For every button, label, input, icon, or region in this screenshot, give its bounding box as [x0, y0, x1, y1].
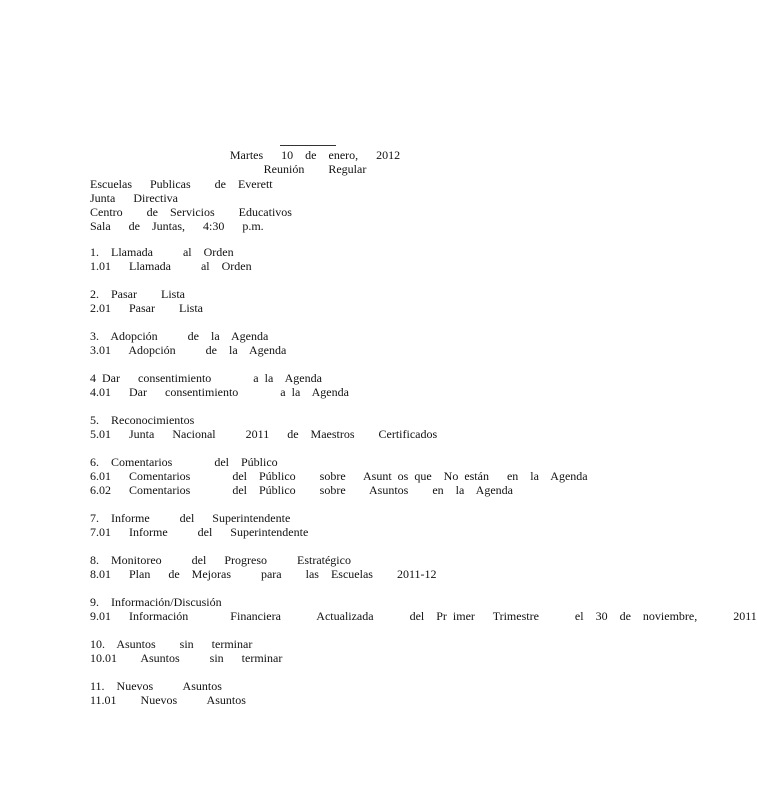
meeting-type: Reunión Regular — [263, 162, 367, 176]
room-and-time: Sala de Juntas, 4:30 p.m. — [90, 219, 264, 233]
agenda-item: 10.01 Asuntos sin terminar — [90, 651, 283, 665]
section-heading: 1. Llamada al Orden — [90, 245, 234, 259]
section-heading: 6. Comentarios del Público — [90, 455, 278, 469]
date-underline — [280, 145, 336, 146]
agenda-item: 11.01 Nuevos Asuntos — [90, 693, 246, 707]
section-heading: 3. Adopción de la Agenda — [90, 329, 269, 343]
agenda-section-8 — [90, 553, 610, 581]
venue-name: Centro de Servicios Educativos — [90, 205, 292, 219]
agenda-section-3 — [90, 329, 610, 357]
agenda-item: 8.01 Plan de Mejoras para las Escuelas 2011-12 — [90, 567, 437, 581]
agenda-section-7 — [90, 511, 610, 539]
agenda-item: 6.02 Comentarios del Público sobre Asuntos en la Agenda — [90, 483, 513, 497]
agenda-section-5 — [90, 413, 610, 441]
agenda-section-1 — [90, 245, 610, 273]
agenda-section-10 — [90, 637, 610, 665]
agenda-section-4 — [90, 371, 610, 399]
agenda-list — [90, 245, 757, 721]
section-heading: 9. Información/Discusión — [90, 595, 222, 609]
section-heading: 5. Reconocimientos — [90, 413, 195, 427]
agenda-item: 4.01 Dar consentimiento a la Agenda — [90, 385, 349, 399]
agenda-item: 7.01 Informe del Superintendente — [90, 525, 309, 539]
agenda-section-2 — [90, 287, 610, 315]
meeting-date: Martes 10 de enero, 2012 — [229, 148, 401, 162]
agenda-item: 5.01 Junta Nacional 2011 de Maestros Certificados — [90, 427, 438, 441]
agenda-item: 2.01 Pasar Lista — [90, 301, 203, 315]
agenda-item: 6.01 Comentarios del Público sobre Asunt os que No están en la Agenda — [90, 469, 588, 483]
section-heading: 7. Informe del Superintendente — [90, 511, 291, 525]
section-heading: 11. Nuevos Asuntos — [90, 679, 222, 693]
agenda-section-6 — [90, 455, 610, 497]
agenda-section-11 — [90, 679, 610, 707]
organization-header — [90, 177, 590, 233]
board-name: Junta Directiva — [90, 191, 178, 205]
section-heading: 10. Asuntos sin terminar — [90, 637, 253, 651]
agenda-item: 3.01 Adopción de la Agenda — [90, 343, 287, 357]
section-heading: 8. Monitoreo del Progreso Estratégico — [90, 553, 351, 567]
section-heading: 4 Dar consentimiento a la Agenda — [90, 371, 322, 385]
agenda-item: 9.01 Información Financiera Actualizada del Pr imer Trimestre el 30 de noviembre, 2011 — [90, 609, 757, 623]
organization-name: Escuelas Publicas de Everett — [90, 177, 273, 191]
agenda-section-9 — [90, 595, 757, 623]
section-heading: 2. Pasar Lista — [90, 287, 185, 301]
agenda-item: 1.01 Llamada al Orden — [90, 259, 252, 273]
